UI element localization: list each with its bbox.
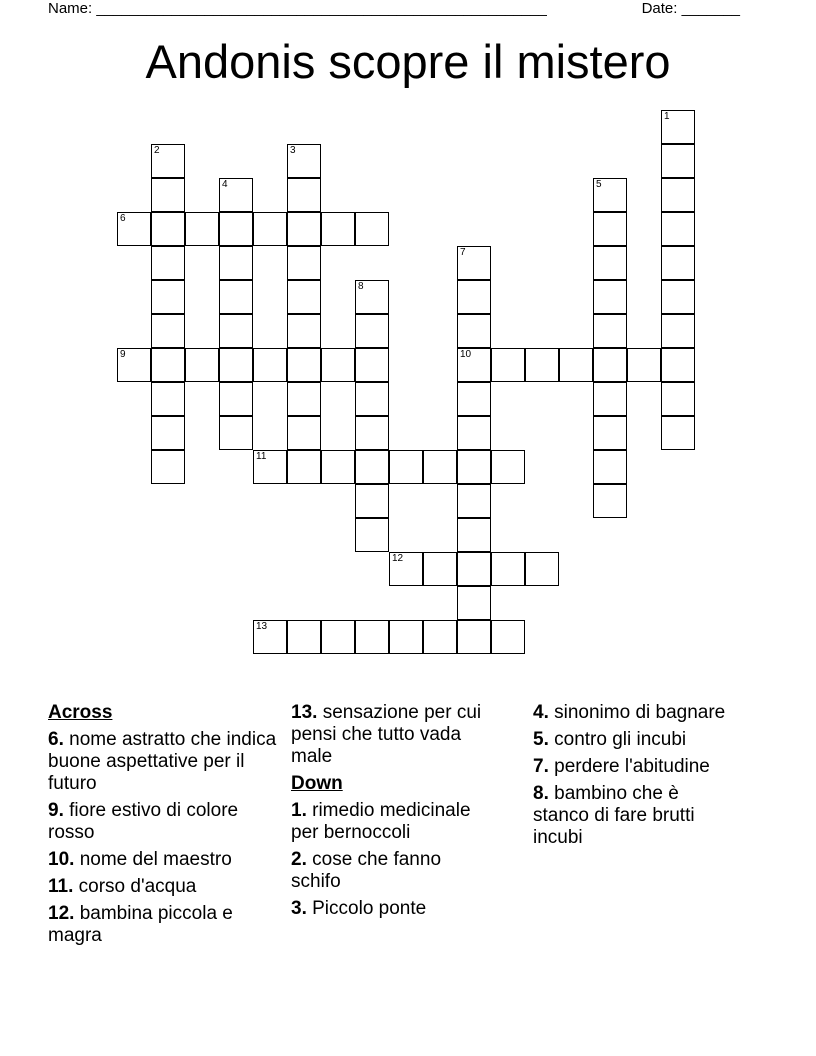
grid-cell[interactable] — [287, 382, 321, 416]
clue-number: 9 — [120, 349, 126, 360]
grid-cell[interactable] — [219, 416, 253, 450]
grid-cell[interactable] — [559, 348, 593, 382]
grid-cell[interactable] — [661, 178, 695, 212]
grid-cell[interactable] — [593, 484, 627, 518]
grid-cell[interactable] — [457, 620, 491, 654]
clue-item-number: 8. — [533, 783, 549, 804]
grid-cell[interactable] — [457, 246, 491, 280]
grid-cell[interactable] — [219, 348, 253, 382]
clue-number: 11 — [256, 451, 267, 462]
grid-cell[interactable] — [355, 382, 389, 416]
grid-cell[interactable] — [287, 178, 321, 212]
clue-number: 13 — [256, 621, 268, 632]
grid-cell[interactable] — [253, 348, 287, 382]
grid-cell[interactable] — [593, 212, 627, 246]
clue-item — [533, 783, 738, 849]
grid-cell[interactable] — [457, 484, 491, 518]
clue-item — [533, 756, 738, 778]
clue-item — [533, 702, 738, 724]
grid-cell[interactable] — [287, 246, 321, 280]
grid-cell[interactable] — [151, 314, 185, 348]
clue-item — [48, 903, 283, 947]
clue-item — [533, 729, 738, 751]
grid-cell[interactable] — [593, 280, 627, 314]
clue-item — [48, 876, 283, 898]
grid-cell[interactable] — [491, 450, 525, 484]
grid-cell[interactable] — [185, 212, 219, 246]
grid-cell[interactable] — [321, 450, 355, 484]
clue-number: 5 — [596, 179, 602, 190]
grid-cell[interactable] — [593, 314, 627, 348]
grid-cell[interactable] — [525, 552, 559, 586]
clue-item — [48, 800, 283, 844]
grid-cell[interactable] — [661, 212, 695, 246]
grid-cell[interactable] — [423, 450, 457, 484]
grid-cell[interactable] — [151, 382, 185, 416]
date-field[interactable]: Date: _______ — [641, 0, 740, 17]
grid-cell[interactable] — [151, 178, 185, 212]
clue-item-text: sensazione per cui pensi che tutto vada male — [291, 702, 482, 767]
grid-cell[interactable] — [661, 110, 695, 144]
grid-cell[interactable] — [253, 620, 287, 654]
grid-cell[interactable] — [457, 280, 491, 314]
grid-cell[interactable] — [287, 314, 321, 348]
clue-number: 8 — [358, 281, 364, 292]
grid-cell[interactable] — [525, 348, 559, 382]
grid-cell[interactable] — [355, 484, 389, 518]
clue-item-number: 3. — [291, 898, 307, 919]
grid-cell[interactable] — [661, 416, 695, 450]
clue-number: 12 — [392, 553, 404, 564]
clue-item-number: 5. — [533, 729, 549, 750]
grid-cell[interactable] — [593, 178, 627, 212]
clue-item — [48, 729, 283, 795]
grid-cell[interactable] — [219, 382, 253, 416]
grid-cell[interactable] — [423, 620, 457, 654]
grid-cell[interactable] — [287, 348, 321, 382]
grid-cell[interactable] — [389, 620, 423, 654]
name-field[interactable]: Name: ______________________________________________________ — [48, 0, 547, 17]
grid-cell[interactable] — [457, 450, 491, 484]
grid-cell[interactable] — [355, 314, 389, 348]
across-clue-list — [48, 729, 283, 947]
grid-cell[interactable] — [287, 450, 321, 484]
puzzle-title: Andonis scopre il mistero — [145, 35, 671, 88]
grid-cell[interactable] — [287, 212, 321, 246]
grid-cell[interactable] — [117, 348, 151, 382]
clue-item-number: 13. — [291, 702, 318, 723]
clue-number: 4 — [222, 179, 228, 190]
clue-item-text: rimedio medicinale per bernoccoli — [291, 800, 471, 843]
grid-cell[interactable] — [661, 280, 695, 314]
clue-item-text: sinonimo di bagnare — [548, 702, 726, 723]
grid-cell[interactable] — [355, 450, 389, 484]
clues-column-3 — [533, 702, 738, 854]
grid-cell[interactable] — [661, 144, 695, 178]
clues-column-1 — [48, 702, 283, 952]
clue-number: 6 — [120, 213, 126, 224]
grid-cell[interactable] — [287, 144, 321, 178]
grid-cell[interactable] — [253, 212, 287, 246]
grid-cell[interactable] — [321, 348, 355, 382]
grid-cell[interactable] — [287, 620, 321, 654]
clue-item-number: 2. — [291, 849, 307, 870]
grid-cell[interactable] — [151, 144, 185, 178]
grid-cell[interactable] — [457, 552, 491, 586]
clue-number: 7 — [460, 247, 466, 258]
grid-cell[interactable] — [661, 246, 695, 280]
grid-cell[interactable] — [185, 348, 219, 382]
clue-item-number: 7. — [533, 756, 549, 777]
grid-cell[interactable] — [593, 246, 627, 280]
clue-item-text: fiore estivo di colore rosso — [48, 800, 239, 843]
clue-item-number: 6. — [48, 729, 64, 750]
grid-cell[interactable] — [219, 280, 253, 314]
grid-cell[interactable] — [593, 348, 627, 382]
grid-cell[interactable] — [423, 552, 457, 586]
clue-item-text: bambina piccola e magra — [48, 903, 233, 946]
grid-cell[interactable] — [151, 246, 185, 280]
grid-cell[interactable] — [593, 382, 627, 416]
grid-cell[interactable] — [219, 212, 253, 246]
grid-cell[interactable] — [457, 416, 491, 450]
clue-item-text: cose che fanno schifo — [291, 849, 442, 892]
grid-cell[interactable] — [593, 450, 627, 484]
grid-cell[interactable] — [457, 586, 491, 620]
clues-column-2 — [291, 702, 491, 925]
clue-item-number: 9. — [48, 800, 64, 821]
grid-cell[interactable] — [355, 620, 389, 654]
grid-cell[interactable] — [355, 212, 389, 246]
grid-cell[interactable] — [491, 552, 525, 586]
clue-item — [291, 849, 491, 893]
clue-item-text: Piccolo ponte — [306, 898, 427, 919]
clue-number: 10 — [460, 349, 472, 360]
grid-cell[interactable] — [627, 348, 661, 382]
grid-cell[interactable] — [151, 348, 185, 382]
grid-cell[interactable] — [151, 416, 185, 450]
down-clue-list-cont — [533, 702, 738, 849]
clue-item-text: bambino che è stanco di fare brutti incubi — [533, 783, 695, 848]
clue-item — [291, 702, 491, 768]
down-clue-list — [291, 800, 491, 920]
grid-cell[interactable] — [287, 416, 321, 450]
grid-cell[interactable] — [661, 314, 695, 348]
grid-cell[interactable] — [355, 280, 389, 314]
grid-cell[interactable] — [355, 416, 389, 450]
grid-cell[interactable] — [457, 518, 491, 552]
grid-cell[interactable] — [117, 212, 151, 246]
clue-item-number: 1. — [291, 800, 307, 821]
clue-number: 1 — [664, 111, 670, 122]
clue-item-text: contro gli incubi — [548, 729, 687, 750]
clue-number: 2 — [154, 145, 160, 156]
clue-item-number: 10. — [48, 849, 75, 870]
grid-cell[interactable] — [457, 348, 491, 382]
clue-item-text: perdere l'abitudine — [548, 756, 710, 777]
across-heading: Across — [48, 702, 113, 723]
grid-cell[interactable] — [457, 382, 491, 416]
grid-cell[interactable] — [253, 450, 287, 484]
grid-cell[interactable] — [287, 280, 321, 314]
down-heading: Down — [291, 773, 343, 794]
clue-item-text: corso d'acqua — [73, 876, 197, 897]
clue-item-number: 11. — [48, 876, 74, 897]
clue-item — [291, 800, 491, 844]
grid-cell[interactable] — [389, 552, 423, 586]
grid-cell[interactable] — [219, 314, 253, 348]
grid-cell[interactable] — [389, 450, 423, 484]
clue-item-text: nome del maestro — [74, 849, 232, 870]
grid-cell[interactable] — [491, 348, 525, 382]
clue-item-text: nome astratto che indica buone aspettative per il futuro — [48, 729, 277, 794]
grid-cell[interactable] — [321, 212, 355, 246]
grid-cell[interactable] — [219, 178, 253, 212]
grid-cell[interactable] — [321, 620, 355, 654]
grid-cell[interactable] — [661, 348, 695, 382]
clue-item-number: 12. — [48, 903, 75, 924]
grid-cell[interactable] — [661, 382, 695, 416]
grid-cell[interactable] — [151, 450, 185, 484]
grid-cell[interactable] — [151, 212, 185, 246]
clue-item — [48, 849, 283, 871]
across-clue-list-cont — [291, 702, 491, 768]
grid-cell[interactable] — [355, 348, 389, 382]
grid-cell[interactable] — [219, 246, 253, 280]
clue-item-number: 4. — [533, 702, 549, 723]
grid-cell[interactable] — [151, 280, 185, 314]
grid-cell[interactable] — [491, 620, 525, 654]
grid-cell[interactable] — [593, 416, 627, 450]
clue-number: 3 — [290, 145, 296, 156]
grid-cell[interactable] — [355, 518, 389, 552]
grid-cell[interactable] — [457, 314, 491, 348]
clue-item — [291, 898, 491, 920]
